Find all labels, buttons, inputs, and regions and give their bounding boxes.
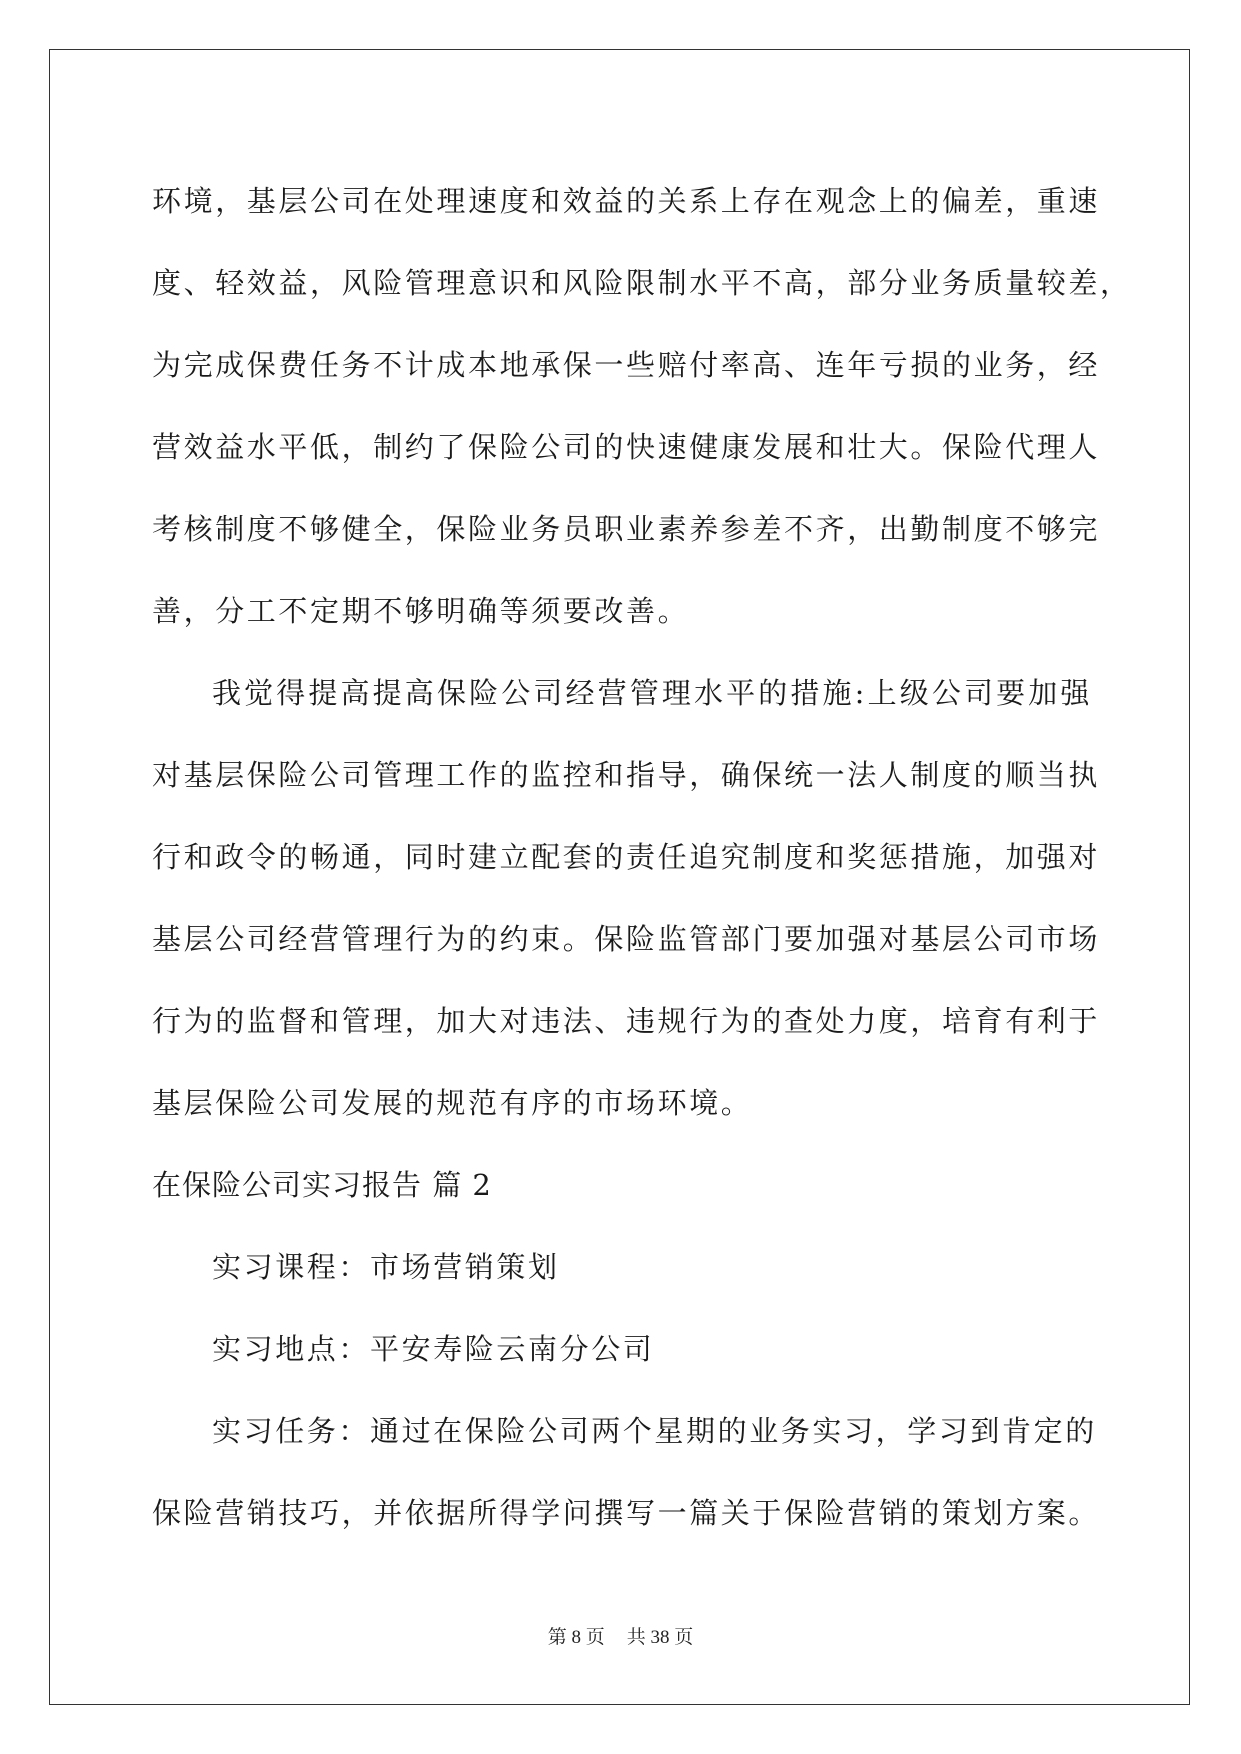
paragraph-line: 保险营销技巧，并依据所得学问撰写一篇关于保险营销的策划方案。: [152, 1496, 1101, 1530]
paragraph-line: 营效益水平低，制约了保险公司的快速健康发展和壮大。保险代理人: [152, 430, 1101, 464]
document-body: [152, 160, 1132, 1554]
paragraph-line: 行为的监督和管理，加大对违法、违规行为的查处力度，培育有利于: [152, 1004, 1101, 1038]
paragraph-line: 善，分工不定期不够明确等须要改善。: [152, 594, 690, 628]
paragraph-2: [152, 652, 1101, 1144]
paragraph-line: 基层保险公司发展的规范有序的市场环境。: [152, 1086, 753, 1120]
paragraph-line: 我觉得提高提高保险公司经营管理水平的措施:上级公司要加强: [212, 676, 1092, 710]
page-number: 第 8 页: [547, 1627, 605, 1648]
paragraph-1: [152, 160, 1132, 652]
paragraph-line: 环境，基层公司在处理速度和效益的关系上存在观念上的偏差，重速: [152, 184, 1101, 218]
paragraph-line: 行和政令的畅通，同时建立配套的责任追究制度和奖惩措施，加强对: [152, 840, 1101, 874]
paragraph-line: 对基层保险公司管理工作的监控和指导，确保统一法人制度的顺当执: [152, 758, 1101, 792]
page-total: 共 38 页: [626, 1627, 694, 1648]
paragraph-line: 为完成保费任务不计成本地承保一些赔付率高、连年亏损的业务，经: [152, 348, 1101, 382]
paragraph-line: 考核制度不够健全，保险业务员职业素养参差不齐，出勤制度不够完: [152, 512, 1101, 546]
paragraph-line: 实习任务：通过在保险公司两个星期的业务实习，学习到肯定的: [212, 1414, 1097, 1448]
paragraph-line: 基层公司经营管理行为的约束。保险监管部门要加强对基层公司市场: [152, 922, 1101, 956]
section-heading: 在保险公司实习报告 篇 2: [152, 1168, 492, 1202]
course-line: 实习课程：市场营销策划: [212, 1250, 560, 1284]
task-paragraph: [152, 1390, 1101, 1554]
page-footer: [0, 1622, 1241, 1649]
location-line: 实习地点：平安寿险云南分公司: [212, 1332, 655, 1366]
paragraph-line: 度、轻效益，风险管理意识和风险限制水平不高，部分业务质量较差，: [152, 266, 1132, 300]
